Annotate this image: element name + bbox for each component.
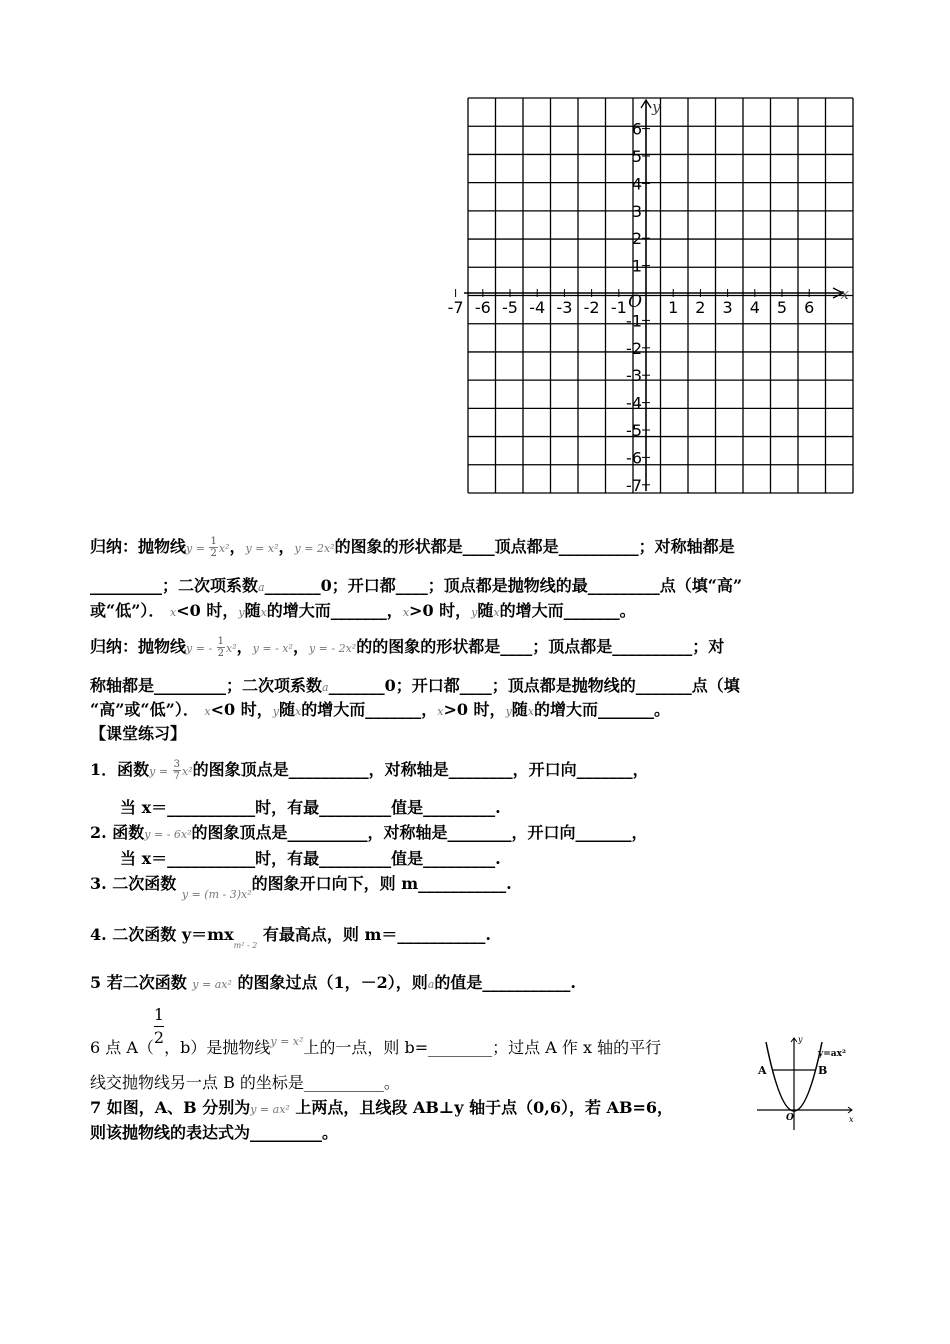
point-b-label: B <box>818 1064 828 1077</box>
y-tick-label: 5 <box>631 147 642 166</box>
practice-heading: 【课堂练习】 <box>90 724 187 743</box>
x-tick-label: 5 <box>776 298 788 317</box>
y-tick-label: 2 <box>631 229 642 249</box>
y-tick-label: 6 <box>631 119 642 139</box>
y-label: y <box>798 1035 803 1044</box>
question-3: 3. 二次函数 $_{y = (m - 3)x^2}$的图象开口向下，则 m___________. <box>90 874 512 901</box>
summary1-f2: y = x² <box>245 542 279 555</box>
question-1-cont: 当 x＝___________时，有最_________值是_________. <box>120 798 501 817</box>
curve-label: y=ax² <box>818 1049 846 1059</box>
point-a-label: A <box>758 1064 767 1077</box>
summary2-line3: “高”或“低”）． x<0 时，y随x的增大而_______，x>0 时，y随x的增大而_______。 <box>90 700 671 719</box>
y-tick-label: 3 <box>631 201 642 221</box>
x-label: x <box>849 1115 854 1124</box>
y-tick-label: 1 <box>631 256 642 276</box>
origin-label: O <box>786 1113 794 1123</box>
question-2: 2. 函数y = - 6x²的图象顶点是__________，对称轴是________，开口向_______， <box>90 823 648 842</box>
y-tick-label: -7 <box>626 475 642 495</box>
x-tick-label: -1 <box>610 298 627 317</box>
y-axis-label: y <box>652 98 661 116</box>
x-tick-label: -4 <box>529 298 546 317</box>
y-tick-label: 4 <box>631 174 642 194</box>
x-tick-label: -6 <box>474 298 491 317</box>
question-6-cont: 线交抛物线另一点 B 的坐标是__________。 <box>90 1073 400 1092</box>
summary1-line1: 归纳：抛物线y = $\frac{1}{2}$ x²，y = x²，y = 2x²的图象的形状都是____顶点都是__________；对称轴都是 <box>90 536 735 559</box>
summary1-prefix: 归纳：抛物线 <box>90 537 187 556</box>
x-tick-label: 1 <box>668 298 679 317</box>
x-tick-label: -5 <box>502 298 518 317</box>
summary1-line3: 或“低”）． x<0 时，y随x的增大而_______，x>0 时，y随x的增大而_______。 <box>90 601 636 620</box>
x-axis-label: x <box>840 285 849 303</box>
x-tick-label: 2 <box>695 298 706 317</box>
question-7-cont: 则该抛物线的表达式为_________。 <box>90 1123 339 1142</box>
y-tick-label: -6 <box>626 448 642 468</box>
summary1-f1: y = <box>186 542 209 555</box>
question-1: 1．函数y = $\frac{3}{7}$ x²的图象顶点是__________，对称轴是________，开口向_______， <box>90 759 649 782</box>
question-2-cont: 当 x＝___________时，有最_________值是_________. <box>120 849 501 868</box>
origin-label: O <box>628 292 642 312</box>
grid-svg <box>447 98 853 495</box>
question-4: 4. 二次函数 $y=mx_{m^2 - 2}$ 有最高点，则 m＝___________. <box>90 925 491 950</box>
y-tick-label: -1 <box>626 311 642 331</box>
y-tick-label: -4 <box>626 393 642 413</box>
x-tick-label: -2 <box>583 298 600 317</box>
x-tick-label: 4 <box>749 298 760 317</box>
summary1-f1-frac: $\frac{1}{2}$ <box>210 536 217 559</box>
summary1-line2: _________；二次项系数a_______0；开口都____；顶点都是抛物线的最_________点（填“高” <box>90 576 743 595</box>
summary2-line1: 归纳：抛物线y = - $\frac{1}{2}$ x²，y = - x²，y = - 2x²的的图象的形状都是____；顶点都是__________；对 <box>90 636 725 659</box>
question-6: 6 点 A（ $\frac{1}{2}$，b）是抛物线$_{y = x^2}$上的一点，则 b=________；过点 A 作 x 轴的平行 <box>90 1005 662 1057</box>
x-tick-label: 3 <box>722 298 733 317</box>
parabola-svg <box>752 1030 862 1135</box>
y-tick-label: -2 <box>626 338 642 358</box>
question-7: 7 如图，A、B 分别为y = ax² 上两点，且线段 AB⊥y 轴于点（0,6），若 AB=6， <box>90 1098 674 1117</box>
summary1-f3: y = 2x² <box>294 542 335 555</box>
coordinate-grid <box>447 98 853 495</box>
parabola-figure <box>752 1030 862 1135</box>
y-tick-label: -3 <box>626 366 642 386</box>
x-tick-label: -3 <box>556 298 573 317</box>
x-tick-label: 6 <box>804 298 815 317</box>
x-tick-label: -7 <box>447 298 464 317</box>
question-5: 5 若二次函数 y = ax² 的图象过点（1，－2），则a的值是___________. <box>90 973 576 992</box>
y-tick-label: -5 <box>626 421 642 440</box>
summary2-line2: 称轴都是_________；二次项系数a_______0；开口都____；顶点都是抛物线的_______点（填 <box>90 676 740 695</box>
